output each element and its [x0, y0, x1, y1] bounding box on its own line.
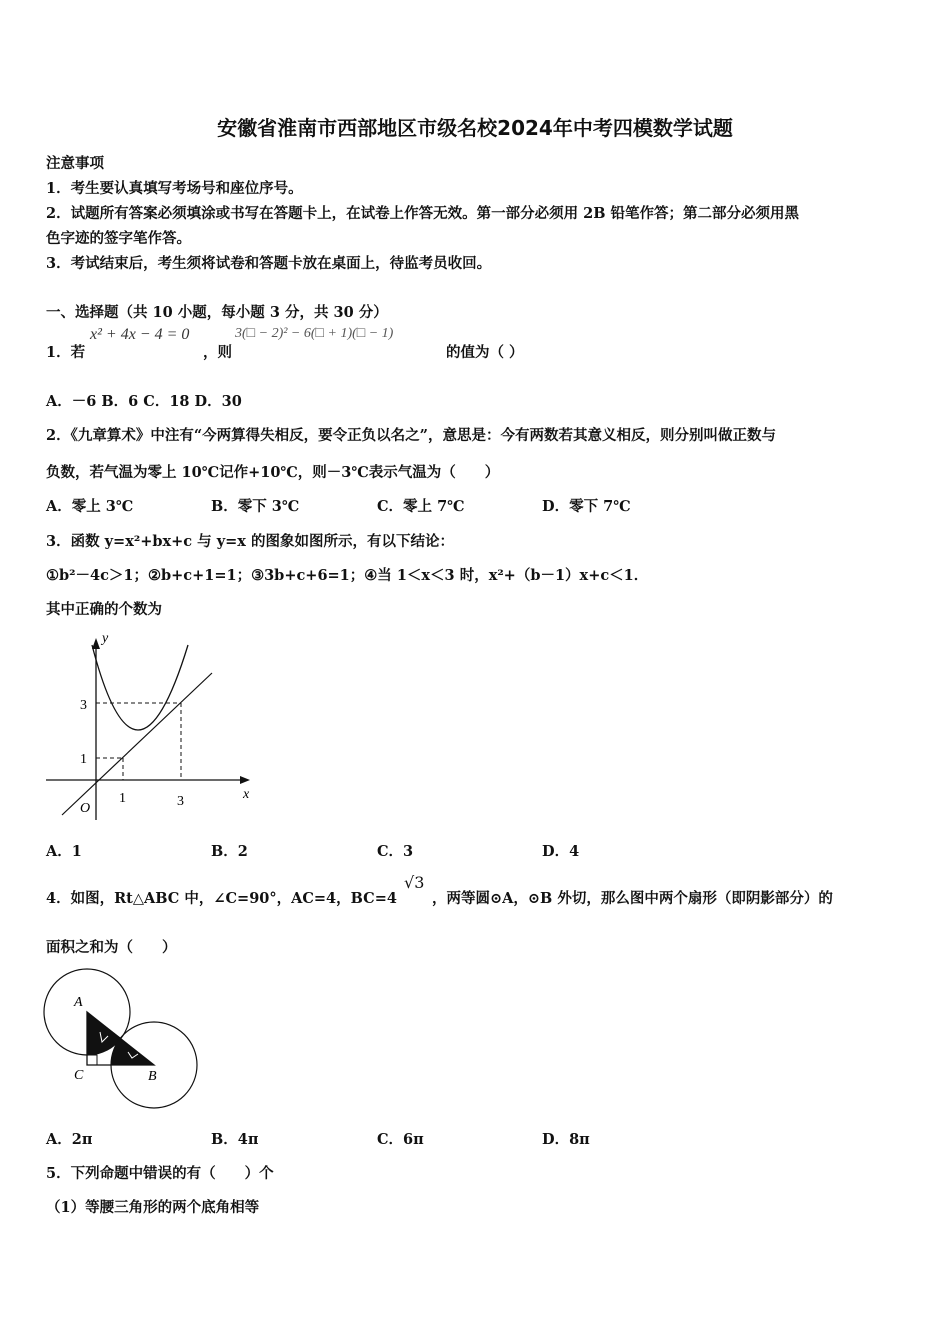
section-heading: 一、选择题（共 10 小题，每小题 3 分，共 30 分） — [46, 304, 388, 321]
right-angle-mark — [87, 1055, 97, 1065]
q2-option-c: C．零上 7℃ — [377, 498, 465, 515]
q1-mid: ，则 — [203, 344, 232, 361]
q4-figure — [40, 962, 210, 1112]
q2-line2: 负数，若气温为零上 10℃记作+10℃，则－3℃表示气温为（ ） — [46, 464, 500, 481]
q2-option-a: A．零上 3℃ — [46, 498, 134, 515]
line-y-equals-x — [62, 673, 212, 815]
x-axis-arrow-icon — [240, 776, 250, 784]
label-b: B — [148, 1069, 157, 1084]
q4-option-c: C．6π — [377, 1131, 424, 1148]
q1-condition: x² + 4x − 4 = 0 — [90, 326, 190, 343]
notes-heading: 注意事项 — [46, 155, 104, 172]
q1-suffix: 的值为（ ） — [446, 344, 524, 361]
q4-option-b: B．4π — [211, 1131, 259, 1148]
label-c: C — [74, 1068, 84, 1083]
q5-line1: 5．下列命题中错误的有（ ）个 — [46, 1165, 274, 1182]
note-2a: 2．试题所有答案必须填涂或书写在答题卡上，在试卷上作答无效。第一部分必须用 2B 铅笔作答；第二部分必须用黑 — [46, 205, 800, 222]
sector-b — [111, 1038, 154, 1065]
q4-line2: 面积之和为（ ） — [46, 939, 177, 956]
note-2b: 色字迹的签字笔作答。 — [46, 230, 191, 247]
note-3: 3．考试结束后，考生须将试卷和答题卡放在桌面上，待监考员收回。 — [46, 255, 492, 272]
q4-line1a: 4．如图，Rt△ABC 中，∠C=90°，AC=4，BC=4 — [46, 890, 397, 907]
tick-y1: 1 — [80, 752, 87, 767]
q4-option-d: D．8π — [542, 1131, 590, 1148]
q3-line1: 3．函数 y=x²+bx+c 与 y=x 的图象如图所示，有以下结论： — [46, 533, 454, 550]
label-a: A — [74, 995, 83, 1010]
parabola-curve — [92, 645, 188, 730]
q1-options: A．－6 B．6 C．18 D．30 — [46, 393, 242, 410]
q3-option-a: A．1 — [46, 843, 82, 860]
x-label: x — [243, 787, 250, 802]
q5-item1: （1）等腰三角形的两个底角相等 — [46, 1199, 260, 1216]
q4-option-a: A．2π — [46, 1131, 93, 1148]
q1-prefix: 1．若 — [46, 344, 86, 361]
q2-option-b: B．零下 3℃ — [211, 498, 300, 515]
q1-expression: 3(□ − 2)² − 6(□ + 1)(□ − 1) — [235, 326, 394, 341]
q4-sqrt3: √3 — [404, 873, 425, 892]
q2-option-d: D．零下 7℃ — [542, 498, 631, 515]
q4-line1b: ，两等圆⊙A，⊙B 外切，那么图中两个扇形（即阴影部分）的 — [432, 890, 833, 907]
origin-label: O — [80, 801, 91, 816]
q2-line1: 2．《九章算术》中注有“今两算得失相反，要令正负以名之”，意思是：今有两数若其意义相反，则分别叫做正数与 — [46, 427, 777, 444]
q3-option-d: D．4 — [542, 843, 580, 860]
page-title: 安徽省淮南市西部地区市级名校2024年中考四模数学试题 — [217, 116, 733, 140]
y-label: y — [102, 631, 109, 646]
tick-y3: 3 — [80, 698, 87, 713]
q3-option-c: C．3 — [377, 843, 414, 860]
q3-line3: 其中正确的个数为 — [46, 601, 162, 618]
tick-x1: 1 — [119, 791, 126, 806]
q3-option-b: B．2 — [211, 843, 248, 860]
q3-line2: ①b²－4c＞1；②b+c+1=1；③3b+c+6=1；④当 1＜x＜3 时，x²+（b－1）x+c＜1． — [46, 567, 649, 584]
note-1: 1．考生要认真填写考场号和座位序号。 — [46, 180, 303, 197]
tick-x3: 3 — [177, 794, 184, 809]
q3-graph — [40, 625, 260, 825]
